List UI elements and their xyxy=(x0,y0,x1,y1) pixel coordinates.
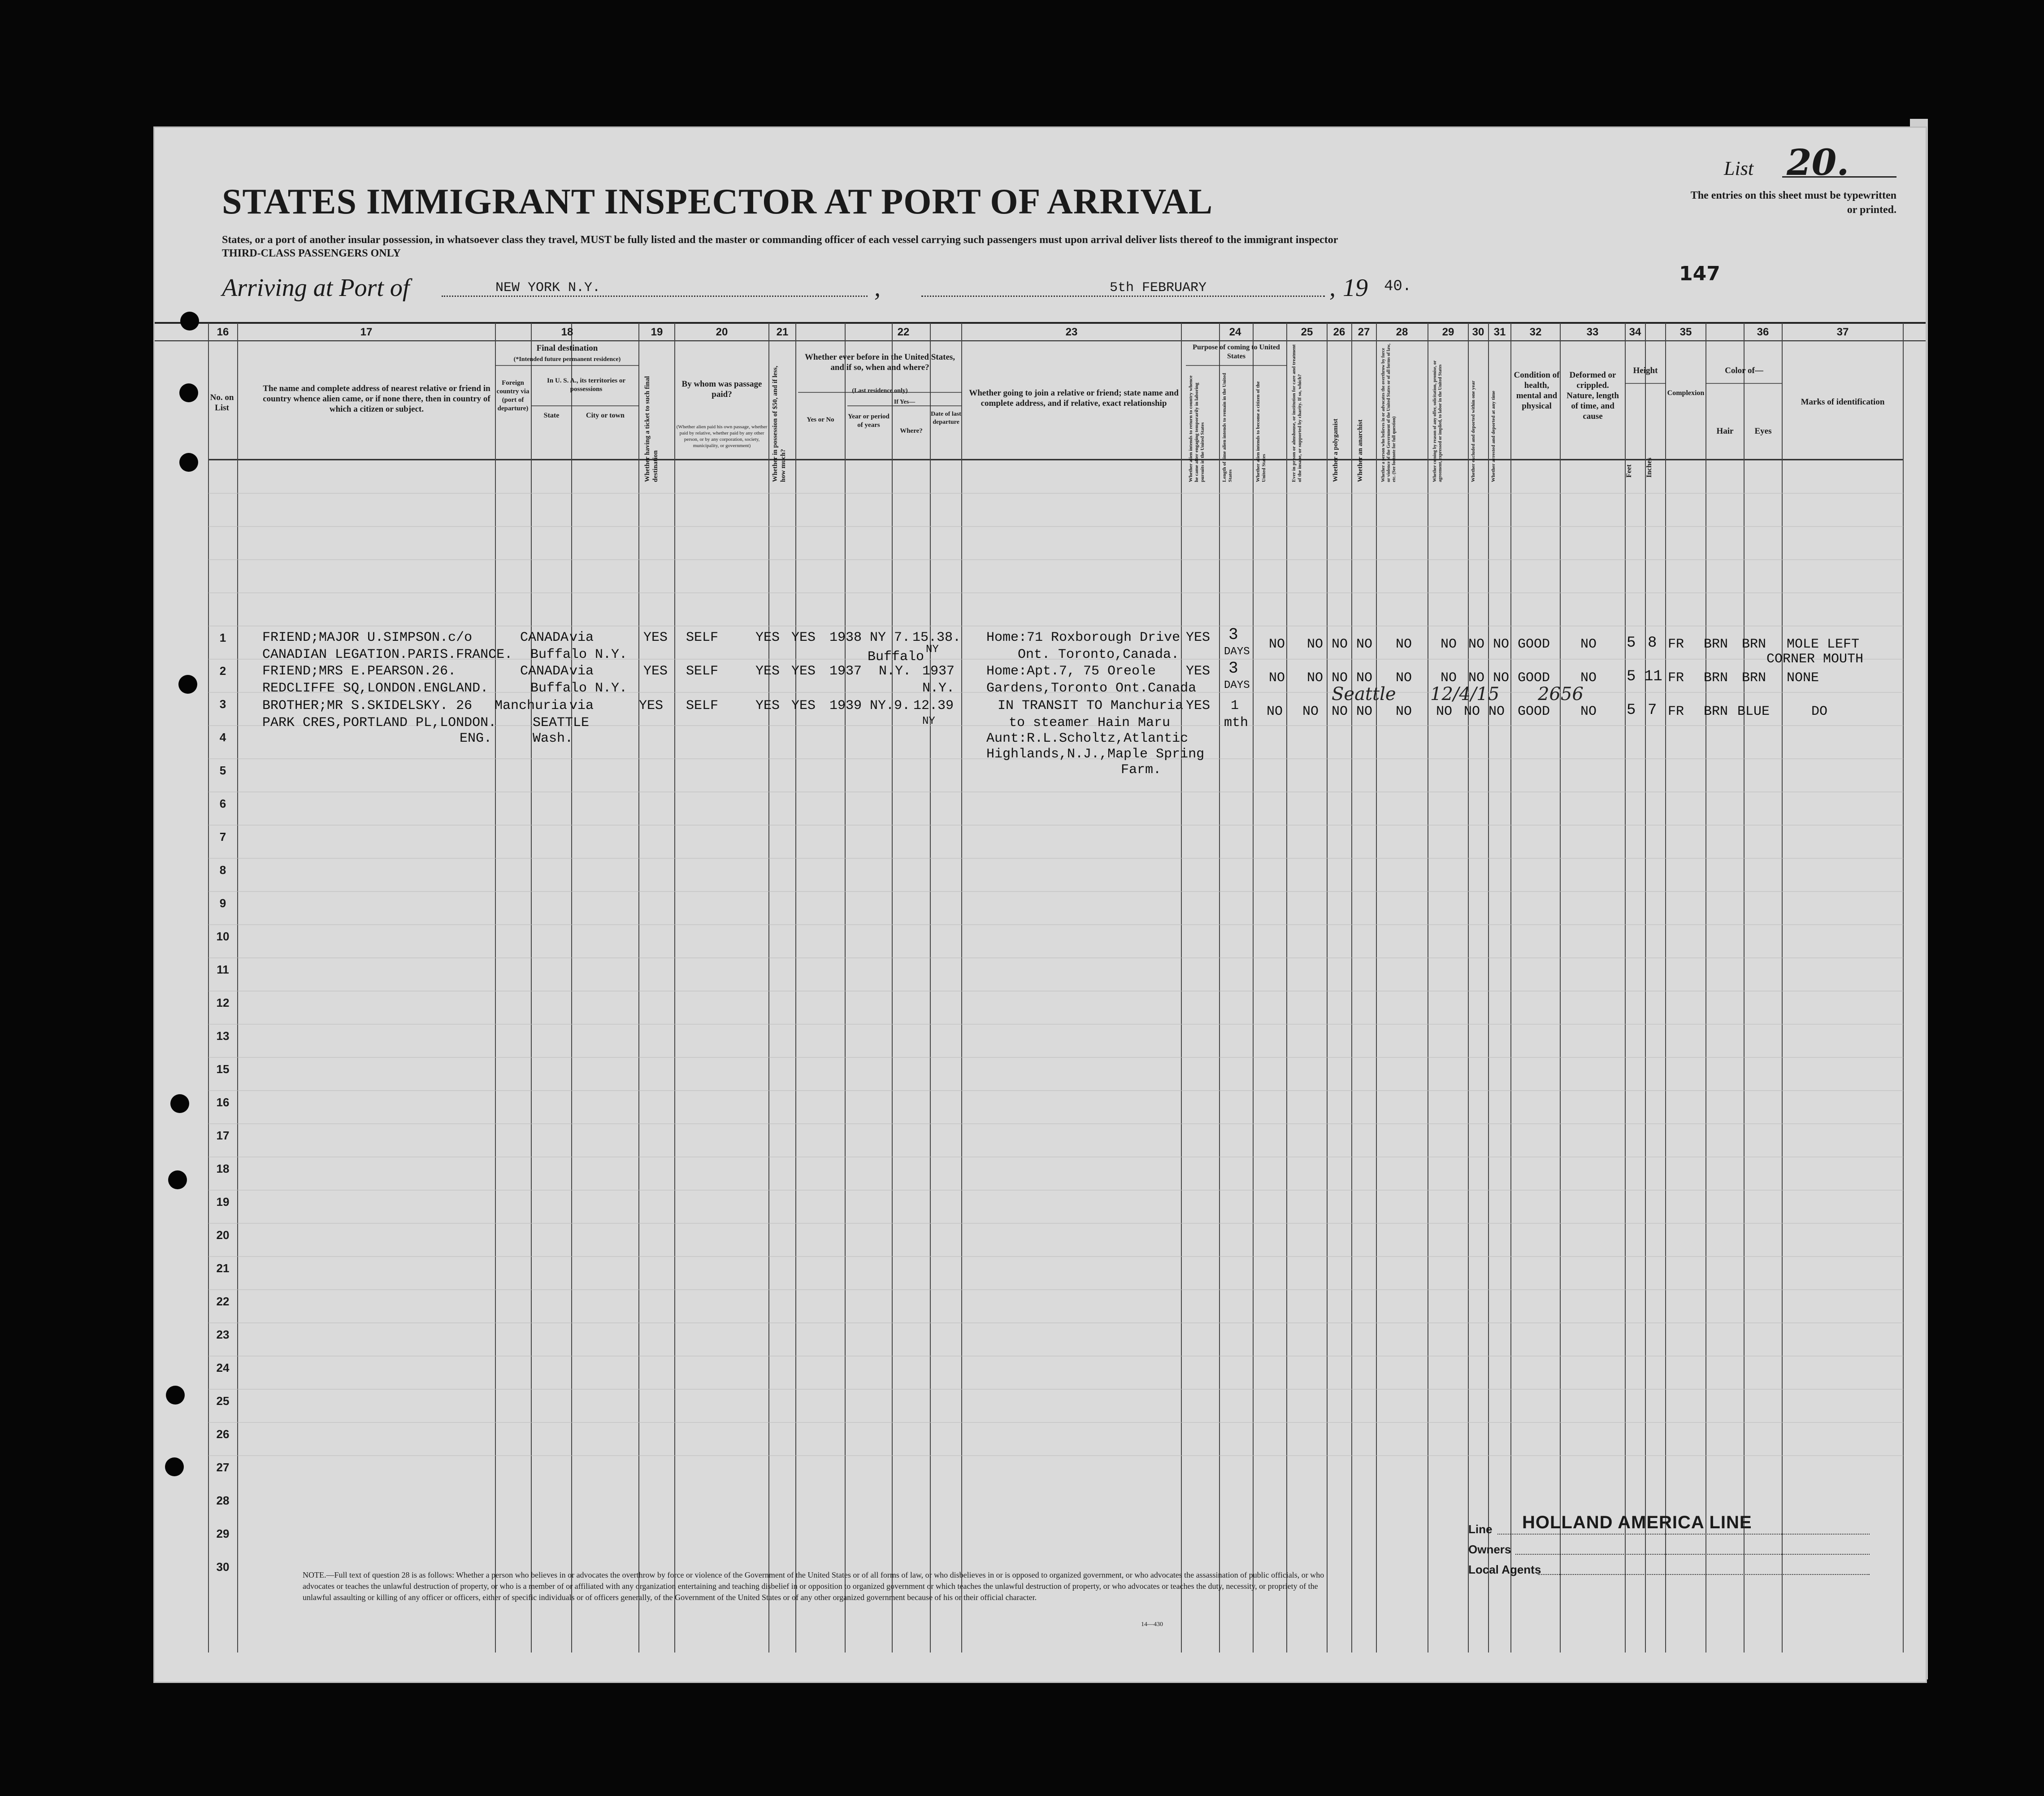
header-height: Height xyxy=(1633,366,1658,375)
entry-3-foreign-country: Manchuria xyxy=(495,698,568,713)
row-number: 30 xyxy=(216,1560,230,1574)
header-marks: Marks of identification xyxy=(1801,397,1885,407)
entry-2-ticket: YES xyxy=(643,664,668,679)
header-final-destination: Final destination xyxy=(536,344,598,353)
owners-label: Owners xyxy=(1468,1543,1511,1556)
header-before-in-us: Whether ever before in the United States, and if so, when and where? xyxy=(804,352,955,372)
row-number: 4 xyxy=(219,731,226,744)
punch-hole xyxy=(170,1094,189,1113)
entry-1-ticket: YES xyxy=(643,630,668,645)
entry-1-year: 1938 xyxy=(829,630,862,645)
column-number: 27 xyxy=(1358,326,1370,338)
line-rule xyxy=(1497,1534,1870,1535)
entry-3-purpose-c: NO xyxy=(1267,704,1283,719)
entry-1-purpose-b-unit: DAYS xyxy=(1224,646,1250,658)
entry-2-date-dep-place: N.Y. xyxy=(922,681,955,696)
list-number: 20. xyxy=(1787,141,1849,183)
header-col30: Whether excluded and deported within one year xyxy=(1471,380,1476,482)
row-number: 5 xyxy=(219,764,226,777)
entry-3-city: Wash. xyxy=(533,731,573,746)
agents-rule xyxy=(1538,1574,1870,1575)
column-number: 24 xyxy=(1229,326,1241,338)
entry-1-col25: NO xyxy=(1307,637,1324,652)
entry-3-relative: BROTHER;MR S.SKIDELSKY. 26 xyxy=(262,698,473,713)
row-number: 17 xyxy=(216,1129,230,1142)
entry-3-col29: NO xyxy=(1436,704,1453,719)
header-polygamist: Whether a polygamist xyxy=(1332,418,1339,482)
entry-3-health: GOOD xyxy=(1518,704,1550,719)
entry-3-purpose-b-unit: mth xyxy=(1224,715,1249,731)
entry-3-date-dep: 12.39 xyxy=(913,698,954,713)
header-no-on-list: No. on List xyxy=(210,393,234,413)
entry-2-col30: NO xyxy=(1468,670,1485,686)
row-number: 29 xyxy=(216,1527,230,1540)
instruction-note: States, or a port of another insular possession, in whatsoever class they travel, MUST be fully listed and the master or commanding officer of each vessel carrying such passengers must upon arrival deliver lists thereof to the immigrant inspector THIRD-CLASS PASSENGERS ONLY xyxy=(222,233,1746,260)
entry-3-eyes: BLUE xyxy=(1737,704,1770,719)
entry-3-inches: 7 xyxy=(1648,702,1657,719)
entry-2-purpose-b-unit: DAYS xyxy=(1224,679,1250,691)
header-where: Where? xyxy=(900,427,923,435)
row-number: 7 xyxy=(219,830,226,844)
entry-3-relative-country: ENG. xyxy=(460,731,492,746)
entry-1-col29: NO xyxy=(1441,637,1457,652)
header-feet: Feet xyxy=(1625,464,1633,478)
punch-hole xyxy=(166,1386,185,1405)
header-inches: Inches xyxy=(1645,457,1653,478)
punch-hole xyxy=(178,675,197,694)
column-number: 35 xyxy=(1679,326,1692,338)
entry-1-date-dep: 15.38. xyxy=(912,630,961,645)
header-hair: Hair xyxy=(1716,426,1734,436)
row-number: 11 xyxy=(217,963,229,976)
header-fifty-dollars: Whether in possession of $50, and if less, how much? xyxy=(772,365,787,482)
header-city: City or town xyxy=(586,412,625,419)
entry-2-fifty: YES xyxy=(755,664,780,679)
entry-3-marks: DO xyxy=(1811,704,1828,719)
row-number: 19 xyxy=(216,1195,230,1209)
header-before-note: (Last residence only) xyxy=(852,387,908,394)
column-number: 31 xyxy=(1493,326,1506,338)
header-purpose-c: Whether alien intends to become a citizen of the United States xyxy=(1255,381,1267,482)
entry-3-feet: 5 xyxy=(1627,702,1636,719)
manifest-sheet xyxy=(155,128,1926,1682)
entry-2-joining: Home:Apt.7, 75 Oreole xyxy=(986,664,1156,679)
entry-3-purpose-a: YES xyxy=(1186,698,1211,713)
entry-2-annotation-date: 12/4/15 xyxy=(1430,684,1500,704)
entry-2-hair: BRN xyxy=(1704,670,1728,686)
entry-2-col25: NO xyxy=(1307,670,1324,686)
header-yes-or-no: Yes or No xyxy=(807,416,834,423)
entries-note: The entries on this sheet must be typewritten or printed. xyxy=(1690,190,1896,216)
entry-2-feet: 5 xyxy=(1627,668,1636,685)
row-number: 6 xyxy=(219,797,226,810)
footnote-question-28: NOTE.—Full text of question 28 is as follows: Whether a person who believes in or advocates the overthrow by force or violence of the Government of the United States or of all forms of law, or who disbelieves in or is opposed to organized government, or who advocates the assassination of public officials, or who advocates or teaches the unlawful destruction of property, or who is a member of or affiliated with any organization entertaining and teaching disbelief in or opposition to organized government or which teaches the unlawful destruction of property, or who advocates or teaches the duty, necessity, or propriety of the unlawful assaulting or killing of any officer or officers, either of specific individuals or of officers generally, of the Government of the United States or of any other organized government because of his or their official character. xyxy=(303,1570,1324,1602)
page-stamp: 147 xyxy=(1679,262,1720,285)
column-number: 23 xyxy=(1065,326,1078,338)
shipping-line: HOLLAND AMERICA LINE xyxy=(1522,1513,1752,1532)
entry-1-feet: 5 xyxy=(1627,635,1636,652)
header-foreign-country: Foreign country via (port of departure) xyxy=(496,379,529,412)
entry-2-date-dep: 1937 xyxy=(922,664,955,679)
entry-1-where: NY 7. xyxy=(870,630,911,645)
entry-1-col31: NO xyxy=(1493,637,1510,652)
arriving-label: Arriving at Port of xyxy=(222,274,410,302)
row-number: 26 xyxy=(216,1427,230,1441)
entry-2-purpose-c: NO xyxy=(1269,670,1285,686)
entry-3-col28: NO xyxy=(1396,704,1412,719)
punch-hole xyxy=(179,453,198,472)
line-label: Line xyxy=(1468,1522,1493,1536)
class-note: THIRD-CLASS PASSENGERS ONLY xyxy=(222,248,401,259)
entry-2-before: YES xyxy=(791,664,816,679)
entry-2-relative-address: REDCLIFFE SQ,LONDON.ENGLAND. xyxy=(262,681,489,696)
header-joining-relative: Whether going to join a relative or friend; state name and complete address, and if relative, exact relationship xyxy=(969,388,1179,408)
entry-2-relative: FRIEND;MRS E.PEARSON.26. xyxy=(262,664,456,679)
entry-2-foreign-country: CANADA xyxy=(520,664,569,679)
column-number: 18 xyxy=(561,326,573,338)
entry-3-hair: BRN xyxy=(1704,704,1728,719)
entry-1-marks: MOLE LEFT xyxy=(1787,637,1860,652)
column-number: 21 xyxy=(776,326,789,338)
entry-2-where-above: Buffalo xyxy=(868,649,924,665)
entry-1-eyes: BRN xyxy=(1742,637,1766,652)
year-suffix: 40. xyxy=(1384,278,1412,295)
column-number: 20 xyxy=(716,326,728,338)
entry-1-joining: Home:71 Roxborough Drive xyxy=(986,630,1180,645)
entry-3-deformed: NO xyxy=(1580,704,1597,719)
entry-2-health: GOOD xyxy=(1518,670,1550,686)
entry-2-city: Buffalo N.Y. xyxy=(530,681,628,696)
entry-3-relative-address: PARK CRES,PORTLAND PL,LONDON. xyxy=(262,715,497,731)
row-number: 23 xyxy=(216,1328,230,1341)
header-complexion: Complexion xyxy=(1667,389,1705,397)
column-number: 33 xyxy=(1586,326,1599,338)
row-number: 13 xyxy=(216,1029,230,1043)
owners-rule xyxy=(1515,1554,1870,1555)
column-number: 32 xyxy=(1529,326,1542,338)
entry-2-year: 1937 xyxy=(829,664,862,679)
header-anarchist: Whether an anarchist xyxy=(1357,419,1364,482)
entry-3-where: NY.9. xyxy=(870,698,911,713)
entry-2-inches: 11 xyxy=(1644,668,1662,685)
entry-2-complexion: FR xyxy=(1668,670,1684,686)
entry-2-deformed: NO xyxy=(1580,670,1597,686)
entry-2-joining-city: Gardens,Toronto Ont.Canada xyxy=(986,681,1197,696)
row-number: 24 xyxy=(216,1361,230,1374)
date-field: 5th FEBRUARY xyxy=(921,280,1325,297)
entry-2-col29: NO xyxy=(1441,670,1457,686)
manifest-grid xyxy=(155,316,1926,1652)
entry-2-annotation-number: 2656 xyxy=(1538,684,1584,704)
row-number: 1 xyxy=(219,631,226,644)
header-purpose-a: Whether alien intends to return to country whence he came after engaging temporarily in laboring pursuits in the United States xyxy=(1188,375,1205,482)
list-label: List xyxy=(1724,157,1754,179)
entry-1-fifty: YES xyxy=(755,630,780,645)
entry-1-foreign-country: CANADA xyxy=(520,630,569,645)
entry-1-date-dep-place: NY xyxy=(926,644,939,656)
row-number: 28 xyxy=(216,1494,230,1507)
row-number: 16 xyxy=(216,1096,230,1109)
header-col28: Whether a person who believes in or advocates the overthrow by force or violence of the Government of the United States or of all forms of law, etc. (See footnote for full question) xyxy=(1381,344,1397,482)
entry-1-before: YES xyxy=(791,630,816,645)
entry-3-state: SEATTLE xyxy=(533,715,590,731)
entry-1-col27: NO xyxy=(1356,637,1373,652)
entry-3-col25: NO xyxy=(1302,704,1319,719)
row-number: 21 xyxy=(216,1261,230,1275)
entry-3-fifty: YES xyxy=(755,698,780,713)
column-number: 17 xyxy=(360,326,373,338)
entry-1-deformed: NO xyxy=(1580,637,1597,652)
entry-1-relative-address: CANADIAN LEGATION.PARIS.FRANCE. xyxy=(262,647,513,662)
punch-hole xyxy=(168,1170,187,1189)
entry-1-health: GOOD xyxy=(1518,637,1550,652)
entry-3-joining-steamer: to steamer Hain Maru xyxy=(1009,715,1171,731)
row-number: 27 xyxy=(216,1461,230,1474)
punch-hole xyxy=(165,1457,184,1476)
header-color-of: Color of— xyxy=(1725,366,1763,375)
entry-3-via: via xyxy=(569,698,594,713)
punch-hole xyxy=(179,383,198,402)
entry-3-col30: NO xyxy=(1464,704,1480,719)
entry-3-passage: SELF xyxy=(686,698,719,713)
entry-2-annotation-city: Seattle xyxy=(1332,684,1396,704)
year-prefix: 19 xyxy=(1343,274,1368,302)
row-number: 10 xyxy=(216,930,230,943)
row-number: 2 xyxy=(219,664,226,678)
header-col31: Whether arrested and deported at any time xyxy=(1491,391,1496,482)
entry-3-ticket: YES xyxy=(639,698,664,713)
column-rules xyxy=(208,323,1903,1652)
entry-2-where: N.Y. xyxy=(879,664,911,679)
entry-1-col28: NO xyxy=(1396,637,1412,652)
form-number: 14—430 xyxy=(1141,1621,1163,1628)
entry-1-inches: 8 xyxy=(1648,635,1657,652)
column-number: 19 xyxy=(651,326,663,338)
column-number: 22 xyxy=(897,326,910,338)
entry-1-purpose-b: 3 xyxy=(1228,626,1238,644)
row-number: 18 xyxy=(216,1162,230,1175)
agents-label: Local Agents xyxy=(1468,1563,1541,1576)
entry-3-col31: NO xyxy=(1489,704,1505,719)
header-col25: Ever in prison or almshouse, or institution for care and treatment of the insane, or supported by charity. If so, which? xyxy=(1291,344,1302,482)
entry-3-complexion: FR xyxy=(1668,704,1684,719)
port-field: NEW YORK N.Y. xyxy=(442,280,868,297)
entry-2-col28: NO xyxy=(1396,670,1412,686)
entry-3-joining-farm: Farm. xyxy=(1121,762,1162,778)
entry-1-hair: BRN xyxy=(1704,637,1728,652)
header-col29: Whether coming by reason of any offer, solicitation, promise, or agreement, expressed or implied, to labor in the United States xyxy=(1432,360,1443,482)
entry-2-purpose-b: 3 xyxy=(1228,659,1238,678)
entry-1-joining-city: Ont. Toronto,Canada. xyxy=(1018,647,1180,662)
entry-2-eyes: BRN xyxy=(1742,670,1766,686)
column-number: 16 xyxy=(217,326,229,338)
header-passage-paid: By whom was passage paid? xyxy=(681,379,762,399)
header-purpose-b: Length of time alien intends to remain in the United States xyxy=(1222,373,1233,482)
entry-2-via: via xyxy=(569,664,594,679)
header-date-departure: Date of last departure xyxy=(931,411,961,426)
header-relative-abroad: The name and complete address of nearest relative or friend in country whence alien came, or if none there, then in country of which a citizen or subject. xyxy=(263,384,490,414)
header-if-yes: If Yes— xyxy=(894,399,916,405)
entry-1-purpose-c: NO xyxy=(1269,637,1285,652)
entry-1-purpose-a: YES xyxy=(1186,630,1211,645)
row-number: 15 xyxy=(216,1062,230,1076)
entry-3-purpose-b: 1 xyxy=(1231,698,1239,713)
entry-1-relative: FRIEND;MAJOR U.SIMPSON.c/o xyxy=(262,630,473,645)
entry-2-col27: NO xyxy=(1356,670,1373,686)
header-deformed: Deformed or crippled. Nature, length of time, and cause xyxy=(1567,370,1619,421)
column-number: 28 xyxy=(1396,326,1408,338)
entry-2-passage: SELF xyxy=(686,664,719,679)
entry-1-col26: NO xyxy=(1332,637,1348,652)
entry-3-joining-address: Highlands,N.J.,Maple Spring xyxy=(986,747,1205,762)
row-number: 8 xyxy=(219,863,226,877)
header-state: State xyxy=(543,412,560,419)
column-number: 36 xyxy=(1757,326,1769,338)
column-number: 34 xyxy=(1629,326,1641,338)
header-purpose: Purpose of coming to United States xyxy=(1193,344,1280,360)
entry-2-col26: NO xyxy=(1332,670,1348,686)
row-number: 9 xyxy=(219,896,226,910)
row-number: 20 xyxy=(216,1228,230,1242)
entry-3-col27: NO xyxy=(1356,704,1373,719)
entry-2-purpose-a: YES xyxy=(1186,664,1211,679)
entry-3-date-dep-place: NY xyxy=(922,715,935,727)
header-passage-note: (Whether alien paid his own passage, whether paid by relative, whether paid by any other person, or by any corporation, society, municipality, or government) xyxy=(676,424,768,448)
punch-hole xyxy=(180,312,199,330)
entry-1-via: via xyxy=(569,630,594,645)
column-number: 30 xyxy=(1472,326,1484,338)
page-title: STATES IMMIGRANT INSPECTOR AT PORT OF ARRIVAL xyxy=(222,182,1213,222)
entry-3-joining-aunt: Aunt:R.L.Scholtz,Atlantic xyxy=(986,731,1189,746)
header-health: Condition of health, mental and physical xyxy=(1514,370,1560,411)
header-year-period: Year or period of years xyxy=(848,413,890,429)
entry-2-col31: NO xyxy=(1493,670,1510,686)
header-final-destination-note: (*Intended future permanent residence) xyxy=(513,356,621,363)
entry-3-before: YES xyxy=(791,698,816,713)
comma: , xyxy=(874,274,881,302)
entry-3-joining: IN TRANSIT TO Manchuria xyxy=(998,698,1184,713)
column-number: 37 xyxy=(1836,326,1849,338)
entry-1-passage: SELF xyxy=(686,630,719,645)
header-in-usa: In U. S. A., its territories or possessions xyxy=(547,377,625,393)
row-number: 12 xyxy=(216,996,230,1009)
comma: , xyxy=(1329,274,1336,302)
column-number: 29 xyxy=(1442,326,1454,338)
row-number: 3 xyxy=(219,697,226,711)
entry-2-marks: NONE xyxy=(1787,670,1819,686)
column-number: 25 xyxy=(1301,326,1313,338)
header-ticket: Whether having a ticket to such final destination xyxy=(644,376,659,482)
entry-1-complexion: FR xyxy=(1668,637,1684,652)
column-number: 26 xyxy=(1333,326,1345,338)
header-eyes: Eyes xyxy=(1754,426,1772,436)
entry-3-year: 1939 xyxy=(829,698,862,713)
row-number: 22 xyxy=(216,1295,230,1308)
row-number: 25 xyxy=(216,1394,230,1408)
entry-1-col30: NO xyxy=(1468,637,1485,652)
entry-1-marks-line2: CORNER MOUTH xyxy=(1766,652,1864,667)
entry-3-col26: NO xyxy=(1332,704,1348,719)
entry-1-city: Buffalo N.Y. xyxy=(530,647,628,662)
